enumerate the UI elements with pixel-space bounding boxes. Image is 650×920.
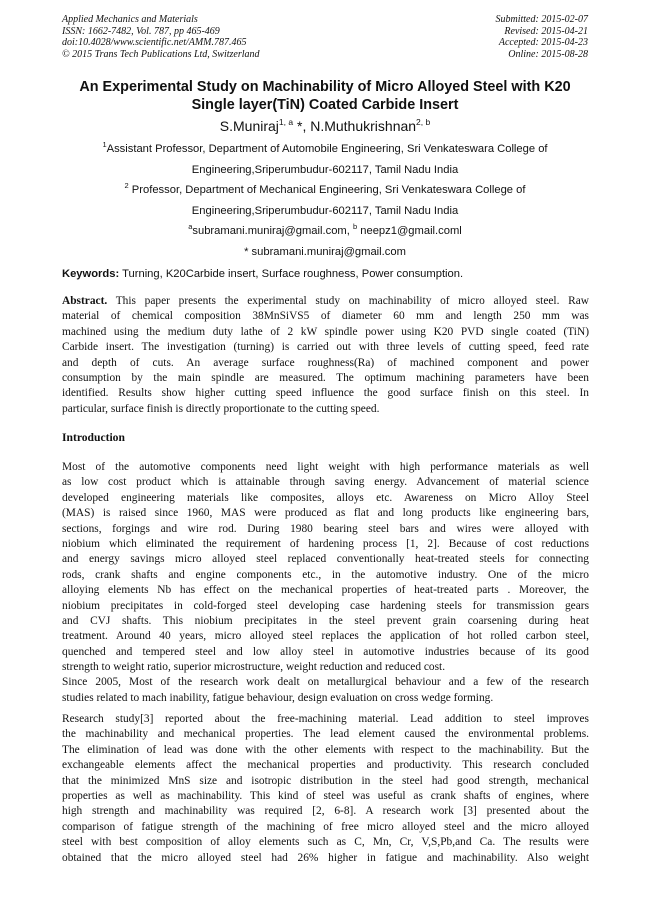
author-name: S.Muniraj <box>219 118 279 134</box>
title-line: Single layer(TiN) Coated Carbide Insert <box>191 97 459 113</box>
email-superscript: a <box>188 222 193 231</box>
affiliation-superscript: 2 <box>124 181 129 190</box>
paragraph-line: sections, forgings and wire rod. During 1980 bearing steel bars and wires were alloyed with <box>62 522 589 535</box>
paragraph-line: alloying elements Nb has effect on the mechanical properties of heat-treated parts . Moreover, the <box>62 584 589 597</box>
journal-doi: doi:10.4028/www.scientific.net/AMM.787.465 <box>62 37 247 48</box>
paragraph-line: and CVJ shafts. This niobium precipitates in the steel prevent grain coarsening during heat <box>62 614 589 627</box>
paper-title <box>50 78 600 114</box>
paragraph-line: developed engineering materials like composites, alloys etc. Awareness on Micro Alloy Steel <box>62 491 589 504</box>
paragraph-line: strength to weight ratio, superior microstructure, weight reduction and reduced cost. <box>62 661 446 674</box>
journal-header <box>62 14 588 60</box>
abstract-line: consumption by the main spindle are measured. The optimum machining parameters have been <box>62 371 589 384</box>
abstract-line: Carbide insert. The investigation (turning) is carried out with three levels of cutting speed, feed rate <box>62 341 589 354</box>
affiliation-text: Assistant Professor, Department of Automobile Engineering, Sri Venkateswara College of <box>106 143 548 155</box>
abstract-line: material of chemical composition 38MnSiVS5 of diameter 60 mm and length 250 mm was <box>62 310 589 323</box>
affiliation-line: Engineering,Sriperumbudur-602117, Tamil Nadu India <box>191 204 459 217</box>
paragraph-line: The elimination of lead was done with the other elements with respect to the machinability. But the <box>62 743 589 756</box>
paragraph-line: high strength and machinability was required [2, 6-8]. A research work [3] presented about the <box>62 805 589 818</box>
affiliation-line <box>40 139 610 160</box>
paragraph-line: as low cost product which is attainable through saving energy. Advancement of material science <box>62 476 589 489</box>
abstract-line <box>62 294 589 309</box>
journal-name: Applied Mechanics and Materials <box>62 14 198 25</box>
paragraph-line: Since 2005, Most of the research work dealt on metallurgical behaviour and a few of the research <box>62 676 589 689</box>
abstract <box>62 294 589 417</box>
keywords <box>62 267 600 281</box>
email-line <box>40 221 610 242</box>
corresponding-email: * subramani.muniraj@gmail.com <box>244 245 406 258</box>
date-online: Online: 2015-08-28 <box>508 48 588 60</box>
paragraph-line: niobium precipitates in cold-forged steel developing case hardening steels for transmission gears <box>62 599 589 612</box>
author-superscript: 2, b <box>416 117 431 127</box>
paragraph-line: exchangeable elements affect the mechanical properties and productivity. This research concluded <box>62 759 589 772</box>
affiliation-superscript: 1 <box>102 140 107 149</box>
affiliation-line: Engineering,Sriperumbudur-602117, Tamil Nadu India <box>191 163 459 176</box>
paragraph-line: obtained that the micro alloyed steel had 26% higher in fatigue and machinability. Also weight <box>62 851 589 864</box>
paragraph-line: Most of the automotive components need light weight with high performance materials as well <box>62 461 589 473</box>
paragraph-line: steel with best composition of alloy elements such as C, Mn, Cr, V,S,Pb,and Ca. The results were <box>62 836 589 849</box>
title-line: An Experimental Study on Machinability of Micro Alloyed Steel with K20 <box>79 79 571 95</box>
submission-dates <box>496 14 589 60</box>
email-address: neepz1@gmail.coml <box>357 225 462 237</box>
paragraph-line: and energy savings micro alloyed steel replaced conventionally heat-treated steels for connecting <box>62 553 589 566</box>
author-separator: , <box>302 118 311 134</box>
intro-paragraph <box>62 712 589 866</box>
affiliations <box>40 139 610 262</box>
paragraph-line: quenched and tempered steel and low alloy steel in automotive industries because of its good <box>62 645 589 658</box>
abstract-line: machined using the medium duty lathe of 2 kW spindle power using K20 PVD single coated (TiN) <box>62 325 589 338</box>
affiliation-text: Professor, Department of Mechanical Engineering, Sri Venkateswara College of <box>128 184 526 196</box>
paragraph-line: rods, crank shafts and engine components etc., in the automotive industry. One of the micro <box>62 568 589 581</box>
corresponding-mark: * <box>293 118 303 134</box>
paragraph-line: (MAS) is raised since 1960, MAS were produced as flat and long products like engineering bars, <box>62 507 589 520</box>
author-superscript: 1, a <box>278 117 294 127</box>
abstract-line: particular, surface finish is directly proportionate to the cutting speed. <box>62 402 380 415</box>
paragraph-line: the machinability and mechanical properties. The lead element caused the environmental problems. <box>62 728 589 741</box>
date-submitted: Submitted: 2015-02-07 <box>495 14 588 25</box>
paragraph-line: that the minimized MnS size and isotropic distribution in the steel had good strength, mechanical <box>62 774 589 787</box>
abstract-line: identified. Results show higher cutting speed influence the good surface finish on this steel. In <box>62 387 589 400</box>
paragraph-line: properties as well as machinability. This kind of steel was useful as crank shafts of engines, where <box>62 789 589 802</box>
keywords-label: Keywords: <box>62 268 120 280</box>
paragraph-line: studies related to mach inability, fatigue behaviour, design evaluation on cross wedge forming. <box>62 691 494 704</box>
abstract-label: Abstract. <box>62 295 108 307</box>
paragraph-line: comparison of fatigue strength of the machining of free micro alloyed steel and the micro alloyed <box>62 820 589 833</box>
author-list <box>40 116 610 136</box>
abstract-text: This paper presents the experimental study on machinability of micro alloyed steel. Raw <box>107 295 589 307</box>
paragraph-line: treatment. Around 40 years, micro alloyed steel replaces the application of hot rolled carbon steel, <box>62 630 589 643</box>
section-heading: Introduction <box>62 431 125 444</box>
paragraph-line: niobium which eliminated the requirement of hardening process [1, 2]. Because of cost reductions <box>62 537 589 550</box>
email-address: subramani.muniraj@gmail.com, <box>192 225 353 237</box>
intro-paragraph <box>62 460 589 706</box>
paragraph-line: Research study[3] reported about the free-machining material. Lead addition to steel improves <box>62 713 589 725</box>
date-revised: Revised: 2015-04-21 <box>504 25 588 37</box>
email-superscript: b <box>352 222 358 231</box>
date-accepted: Accepted: 2015-04-23 <box>498 37 588 48</box>
abstract-line: and depth of cuts. An average surface roughness(Ra) of machined component and power <box>62 356 589 369</box>
journal-info <box>62 14 260 60</box>
author-name: N.Muthukrishnan <box>310 118 417 134</box>
journal-issn: ISSN: 1662-7482, Vol. 787, pp 465-469 <box>62 25 220 37</box>
affiliation-line <box>40 180 610 201</box>
journal-copyright: © 2015 Trans Tech Publications Ltd, Switzerland <box>62 48 260 60</box>
keywords-text: Turning, K20Carbide insert, Surface roughness, Power consumption. <box>119 268 464 280</box>
